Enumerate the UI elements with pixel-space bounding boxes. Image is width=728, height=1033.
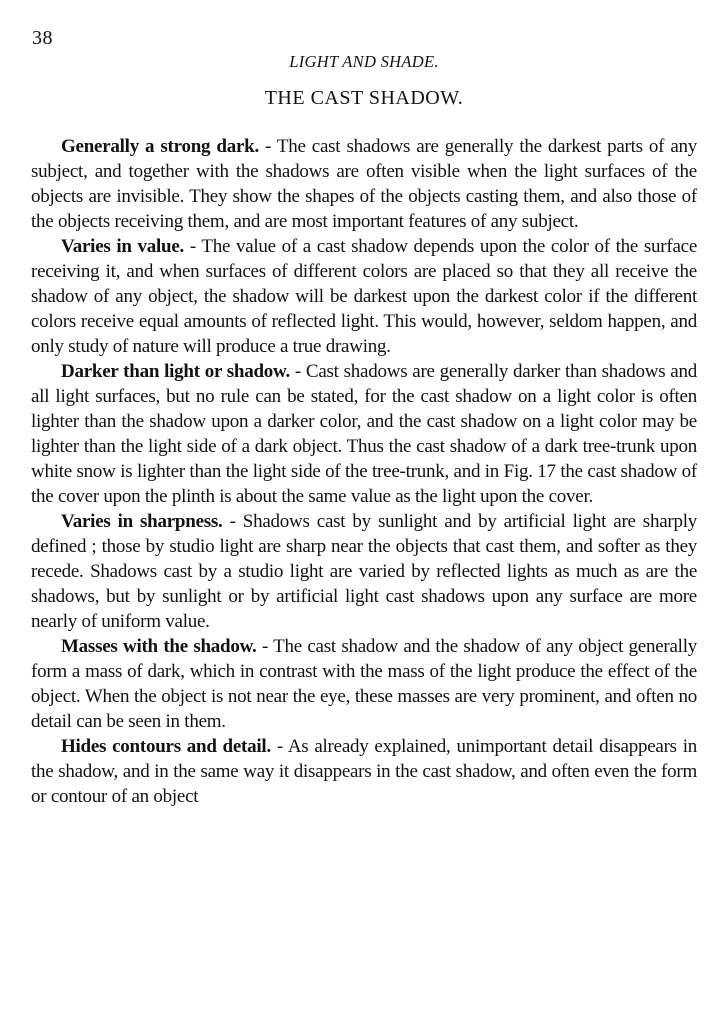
- paragraph-generally-a-strong-dark: [31, 134, 697, 234]
- paragraph-body: - Cast shadows are generally darker than shadows and all light surfaces, but no rule can be stated, for the cast shadow on a light color is often lighter than the shadow upon a darker color, and the cast shadow on a light color may be lighter than the light side of a dark object. Thus the cast shadow of a dark tree-trunk upon white snow is lighter than the light side of the tree-trunk, and in Fig. 17 the cast shadow of the cover upon the plinth is about the same value as the light upon the cover.: [31, 361, 697, 507]
- body-text: [31, 134, 697, 809]
- paragraph-body: - The cast shadows are generally the darkest parts of any subject, and together with the shadows are often visible when the light surfaces of the objects are invisible. They show the shapes of the objects casting them, and also those of the objects receiving them, and are most important features of any subject.: [31, 136, 698, 232]
- paragraph-lead: Darker than light or shadow.: [61, 361, 290, 382]
- paragraph-varies-in-value: [31, 234, 697, 359]
- paragraph-lead: Hides contours and detail.: [61, 736, 271, 757]
- paragraph-body: - The cast shadow and the shadow of any object generally form a mass of dark, which in contrast with the mass of the light produce the effect of the object. When the object is not near the eye, these masses are very prominent, and often no detail can be seen in them.: [31, 636, 697, 732]
- paragraph-body: - As already explained, unimportant detail disappears in the shadow, and in the same way it disappears in the cast shadow, and often even the form or contour of an object: [31, 736, 697, 807]
- running-header: LIGHT AND SHADE.: [289, 52, 439, 71]
- paragraph-darker-than-light-or-shadow: [31, 359, 697, 509]
- paragraph-varies-in-sharpness: [31, 509, 697, 634]
- paragraph-masses-with-the-shadow: [31, 634, 697, 734]
- section-title: THE CAST SHADOW.: [264, 87, 464, 109]
- page-number: 38: [32, 27, 53, 49]
- paragraph-hides-contours-and-detail: [31, 734, 697, 809]
- paragraph-lead: Masses with the shadow.: [61, 636, 257, 657]
- paragraph-body: - The value of a cast shadow depends upon the color of the surface receiving it, and when surfaces of different colors are placed so that they all receive the shadow of any object, the shadow will be darkest upon the darkest color if the different colors receive equal amounts of reflected light. This would, however, seldom happen, and only study of nature will produce a true drawing.: [31, 236, 697, 357]
- paragraph-lead: Varies in sharpness.: [61, 511, 223, 532]
- paragraph-lead: Generally a strong dark.: [61, 136, 259, 157]
- paragraph-body: - Shadows cast by sunlight and by artificial light are sharply defined ; those by studio light are sharp near the objects that cast them, and softer as they recede. Shadows cast by a studio light are varied by reflected lights as much as are the shadows, but by sunlight or by artificial light cast shadows upon any surface are more nearly of uniform value.: [31, 511, 697, 632]
- paragraph-lead: Varies in value.: [61, 236, 185, 257]
